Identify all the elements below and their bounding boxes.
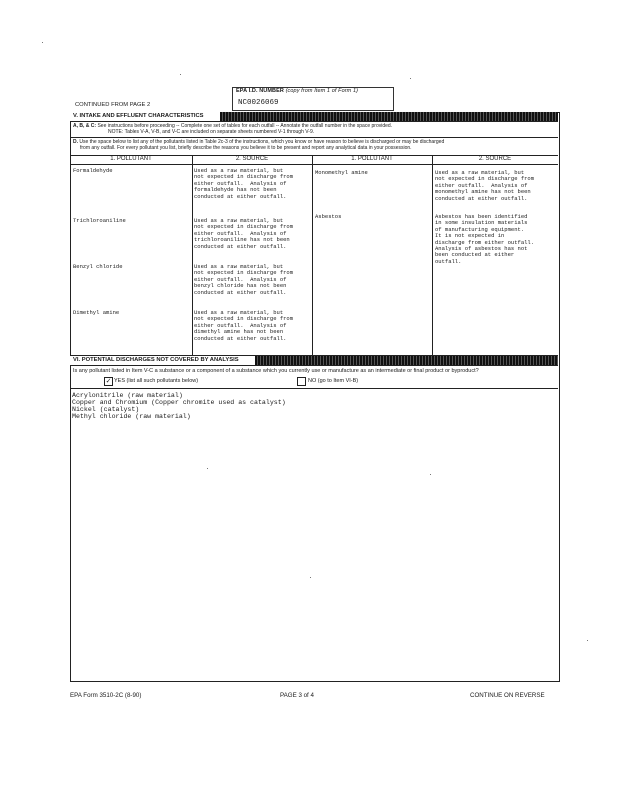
no-checkbox[interactable] [297,377,306,386]
page-number: PAGE 3 of 4 [280,692,314,699]
section-v-title: V. INTAKE AND EFFLUENT CHARACTERISTICS [73,113,204,119]
col-header-pollutant-left: 1. POLLUTANT [110,156,152,162]
pollutant-left-3: Benzyl chloride [73,263,123,270]
source-left-4: Used as a raw material, but not expected in discharge from either outfall. Analysis of dimethyl amine has not been conducted at either outfall. [194,309,294,342]
source-left-2: Used as a raw material, but not expected in discharge from either outfall. Analysis of trichloroaniline has not been conducted at either outfall. [194,217,294,250]
scan-speck [207,468,208,469]
col-header-source-left: 2. SOURCE [235,156,269,162]
header-shading [220,112,558,121]
divider [70,388,558,389]
header-shading [255,356,558,365]
list-item: Nickel (catalyst) [72,406,140,413]
epa-id-number: NC0026069 [238,99,279,107]
column-separator [432,155,433,355]
instruction-abc: A, B, & C: See instructions before proceeding -- Complete one set of tables for each outfall -- Annotate the outfall number in the space provided. [73,123,393,129]
instruction-abc-note: NOTE: Tables V-A, V-B, and V-C are included on separate sheets numbered V-1 through V-9. [108,129,315,135]
pollutant-left-1: Formaldehyde [73,167,113,174]
no-label: NO (go to Item VI-B) [308,378,359,384]
column-separator [312,155,313,355]
instruction-d: D. Use the space below to list any of the pollutants listed in Table 2c-3 of the instructions, which you know or have reason to believe is discharged or may be discharged [73,139,445,145]
pollutant-right-2: Asbestos [315,213,342,220]
section-v-header [70,112,558,122]
pollutant-left-4: Dimethyl amine [73,309,120,316]
source-right-1: Used as a raw material, but not expected in discharge from either outfall. Analysis of monomethyl amine has not been conducted at either outfall. [435,169,535,202]
epa-id-label: EPA I.D. NUMBER (copy from Item 1 of Form 1) [236,88,359,94]
yes-checkbox[interactable]: ✓ [105,378,112,385]
col-header-pollutant-right: 1. POLLUTANT [351,156,393,162]
section-vi-title: VI. POTENTIAL DISCHARGES NOT COVERED BY ANALYSIS [73,357,239,363]
col-header-source-right: 2. SOURCE [478,156,512,162]
section-vi-question: Is any pollutant listed in Item V-C a substance or a component of a substance which you currently use or manufacture as an intermediate or final product or byproduct? [73,368,479,374]
source-left-3: Used as a raw material, but not expected in discharge from either outfall. Analysis of benzyl chloride has not been conducted at either outfall. [194,263,294,296]
yes-label: YES (list all such pollutants below) [114,378,199,384]
list-item: Methyl chloride (raw material) [72,413,191,420]
section-vi-header [70,355,558,366]
scan-speck [430,474,431,475]
pollutant-right-1: Monomethyl amine [315,169,368,176]
scan-speck [410,78,411,79]
column-separator [192,155,193,355]
scan-speck [587,640,588,641]
divider [70,164,558,165]
source-left-1: Used as a raw material, but not expected in discharge from either outfall. Analysis of formaldehyde has not been conducted at either outfall. [194,167,294,200]
continue-on-reverse: CONTINUE ON REVERSE [470,692,545,699]
list-item: Acrylonitrile (raw material) [72,392,183,399]
form-id: EPA Form 3510-2C (8-90) [70,692,142,699]
pollutant-left-2: Trichloroaniline [73,217,126,224]
scan-speck [180,74,181,75]
source-right-2: Asbestos has been identified in some insulation materials of manufacturing equipment. It is not expected in discharge from either outfall. Analysis of asbestos has not been conducted at either outfall. [435,213,535,265]
instruction-d-line2: from any outfall. For every pollutant you list, briefly describe the reasons you believe it to be present and report any analytical data in your possession. [80,145,412,151]
scan-speck [42,42,43,43]
scan-speck [310,577,311,578]
list-item: Copper and Chromium (Copper chromite used as catalyst) [72,399,286,406]
continued-from: CONTINUED FROM PAGE 2 [75,102,151,108]
divider [70,137,558,138]
